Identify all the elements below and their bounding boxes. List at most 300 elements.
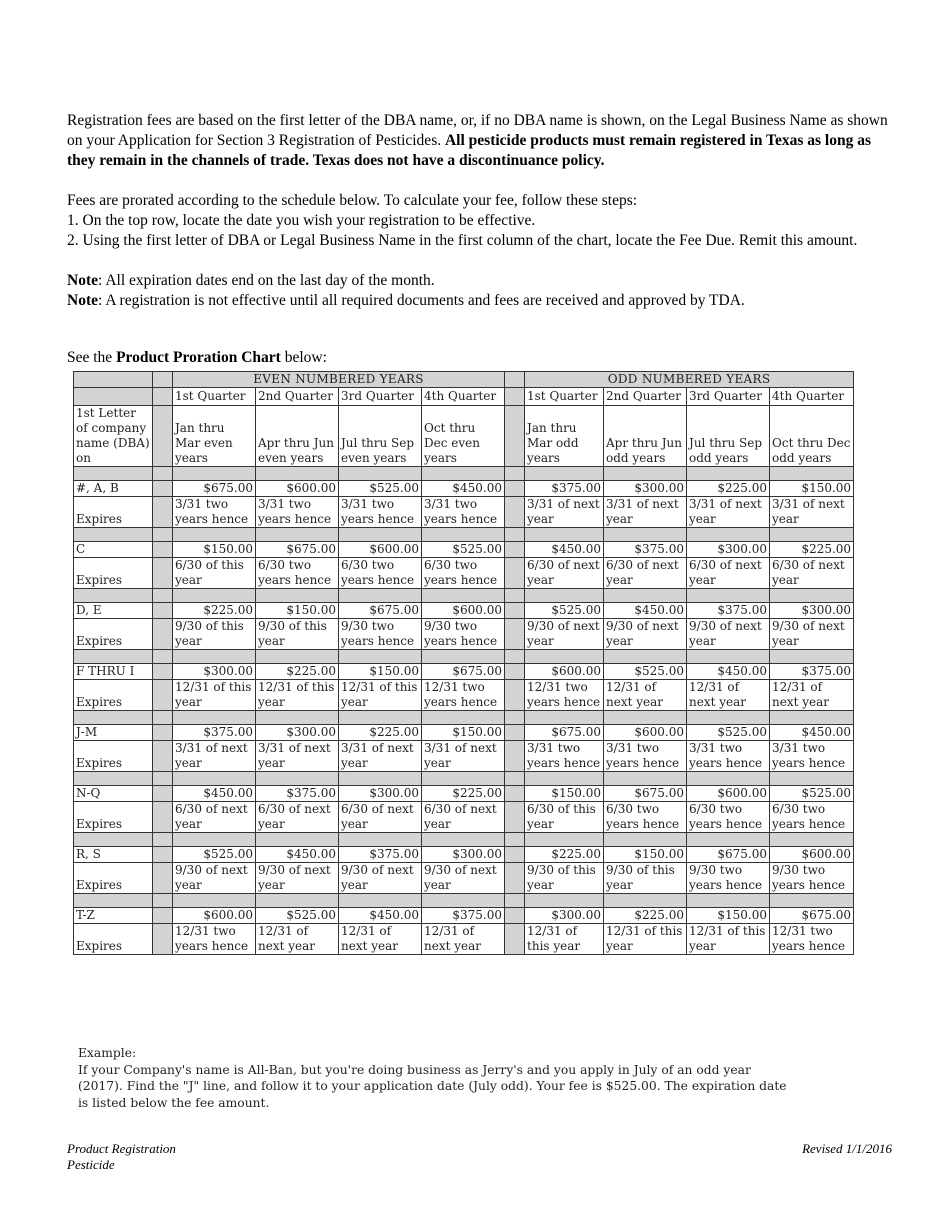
blank-cell	[525, 467, 604, 481]
fee-cell: $225.00	[604, 908, 687, 924]
expires-cell: 12/31 of next year	[422, 924, 505, 955]
fee-cell: $450.00	[525, 542, 604, 558]
expires-cell: 12/31 of next year	[339, 924, 422, 955]
fee-row	[74, 664, 854, 680]
expires-cell: 12/31 two years hence	[173, 924, 256, 955]
blank-cell	[74, 772, 153, 786]
expires-cell: 3/31 two years hence	[687, 741, 770, 772]
expires-cell: 6/30 of next year	[687, 558, 770, 589]
blank-cell	[74, 388, 153, 406]
fee-cell: $300.00	[525, 908, 604, 924]
period-header-row	[74, 406, 854, 467]
fee-cell: $225.00	[256, 664, 339, 680]
blank-cell	[422, 772, 505, 786]
expires-cell: 12/31 of this year	[173, 680, 256, 711]
expires-cell: 9/30 two years hence	[770, 863, 854, 894]
blank-cell	[525, 772, 604, 786]
blank-cell	[505, 528, 525, 542]
fee-cell: $225.00	[687, 481, 770, 497]
blank-cell	[153, 711, 173, 725]
blank-cell	[770, 894, 854, 908]
fee-cell: $375.00	[604, 542, 687, 558]
expires-cell: 3/31 of next year	[525, 497, 604, 528]
period-header: Oct thru Dec even years	[422, 406, 505, 467]
expires-cell: 12/31 of next year	[256, 924, 339, 955]
fee-cell: $300.00	[604, 481, 687, 497]
fee-row	[74, 542, 854, 558]
step-1: 1. On the top row, locate the date you wish your registration to be effective.	[67, 212, 536, 229]
expires-cell: 12/31 of this year	[604, 924, 687, 955]
fee-cell: $300.00	[173, 664, 256, 680]
fee-row	[74, 481, 854, 497]
blank-cell	[256, 650, 339, 664]
fee-cell: $375.00	[339, 847, 422, 863]
expires-cell: 6/30 two years hence	[256, 558, 339, 589]
example-label: Example:	[78, 1046, 137, 1060]
expires-cell: 6/30 of next year	[173, 802, 256, 833]
note-1: Note: All expiration dates end on the last day of the month.	[67, 272, 435, 289]
blank-cell	[505, 481, 525, 497]
expires-cell: 6/30 of this year	[525, 802, 604, 833]
blank-cell	[153, 802, 173, 833]
blank-cell	[173, 772, 256, 786]
fee-cell: $375.00	[173, 725, 256, 741]
blank-cell	[505, 680, 525, 711]
expires-cell: 3/31 two years hence	[525, 741, 604, 772]
fee-cell: $450.00	[422, 481, 505, 497]
blank-cell	[153, 619, 173, 650]
expires-cell: 3/31 of next year	[339, 741, 422, 772]
blank-cell	[256, 528, 339, 542]
blank-cell	[339, 467, 422, 481]
expires-cell: 12/31 of this year	[525, 924, 604, 955]
blank-cell	[770, 589, 854, 603]
blank-cell	[339, 711, 422, 725]
blank-cell	[505, 467, 525, 481]
fee-cell: $675.00	[525, 725, 604, 741]
expires-cell: 6/30 two years hence	[339, 558, 422, 589]
fee-cell: $225.00	[339, 725, 422, 741]
blank-cell	[525, 711, 604, 725]
expires-cell: 9/30 of this year	[525, 863, 604, 894]
blank-cell	[687, 772, 770, 786]
fee-cell: $675.00	[687, 847, 770, 863]
blank-cell	[604, 589, 687, 603]
blank-cell	[339, 894, 422, 908]
blank-cell	[173, 589, 256, 603]
expires-cell: 3/31 of next year	[770, 497, 854, 528]
blank-cell	[505, 619, 525, 650]
fee-cell: $375.00	[422, 908, 505, 924]
blank-cell	[153, 467, 173, 481]
fee-cell: $600.00	[422, 603, 505, 619]
blank-cell	[422, 467, 505, 481]
quarter-header: 3rd Quarter	[339, 388, 422, 406]
blank-cell	[74, 589, 153, 603]
example-box	[78, 1045, 798, 1111]
fee-cell: $600.00	[256, 481, 339, 497]
blank-cell	[153, 497, 173, 528]
blank-cell	[153, 786, 173, 802]
fee-cell: $600.00	[339, 542, 422, 558]
expires-cell: 12/31 two years hence	[422, 680, 505, 711]
expires-row	[74, 558, 854, 589]
blank-cell	[687, 467, 770, 481]
blank-cell	[74, 650, 153, 664]
blank-cell	[153, 725, 173, 741]
blank-cell	[74, 711, 153, 725]
expires-cell: 9/30 of this year	[173, 619, 256, 650]
blank-cell	[505, 894, 525, 908]
expires-cell: 9/30 two years hence	[687, 863, 770, 894]
blank-cell	[525, 589, 604, 603]
note-2: Note: A registration is not effective until all required documents and fees are received and approved by TDA.	[67, 292, 745, 309]
blank-cell	[525, 650, 604, 664]
expires-cell: 6/30 of next year	[604, 558, 687, 589]
blank-cell	[505, 802, 525, 833]
fee-cell: $150.00	[604, 847, 687, 863]
blank-cell	[173, 650, 256, 664]
blank-cell	[505, 924, 525, 955]
blank-cell	[604, 467, 687, 481]
blank-cell	[505, 725, 525, 741]
period-header: Apr thru Jun odd years	[604, 406, 687, 467]
fee-row	[74, 786, 854, 802]
footer-product-registration: Product Registration	[67, 1141, 176, 1156]
period-header: Apr thru Jun even years	[256, 406, 339, 467]
period-header: Oct thru Dec odd years	[770, 406, 854, 467]
blank-cell	[422, 589, 505, 603]
expires-label: Expires	[74, 558, 153, 589]
blank-cell	[153, 603, 173, 619]
expires-cell: 3/31 two years hence	[339, 497, 422, 528]
blank-cell	[770, 711, 854, 725]
fee-cell: $675.00	[422, 664, 505, 680]
blank-cell	[422, 833, 505, 847]
blank-cell	[173, 467, 256, 481]
blank-cell	[604, 772, 687, 786]
expires-cell: 3/31 two years hence	[422, 497, 505, 528]
fee-cell: $525.00	[604, 664, 687, 680]
expires-cell: 6/30 of next year	[525, 558, 604, 589]
blank-cell	[525, 833, 604, 847]
note-label: Note	[67, 272, 98, 289]
fee-cell: $225.00	[525, 847, 604, 863]
intro-paragraph	[67, 111, 897, 171]
separator-row	[74, 711, 854, 725]
blank-cell	[173, 894, 256, 908]
odd-years-header: ODD NUMBERED YEARS	[525, 372, 854, 388]
expires-cell: 6/30 of next year	[256, 802, 339, 833]
step-2: 2. Using the first letter of DBA or Legal Business Name in the first column of the chart, locate the Fee Due. Remit this amount.	[67, 232, 858, 249]
footer-revised: Revised 1/1/2016	[802, 1141, 892, 1156]
fee-cell: $525.00	[422, 542, 505, 558]
blank-cell	[153, 924, 173, 955]
expires-cell: 9/30 of next year	[604, 619, 687, 650]
blank-cell	[604, 528, 687, 542]
blank-cell	[770, 772, 854, 786]
blank-cell	[525, 528, 604, 542]
footer-left	[67, 1141, 176, 1173]
separator-row	[74, 528, 854, 542]
blank-cell	[339, 772, 422, 786]
quarter-header: 1st Quarter	[173, 388, 256, 406]
expires-label: Expires	[74, 863, 153, 894]
fee-cell: $450.00	[173, 786, 256, 802]
blank-cell	[256, 894, 339, 908]
blank-cell	[604, 650, 687, 664]
expires-cell: 6/30 two years hence	[687, 802, 770, 833]
fee-cell: $450.00	[339, 908, 422, 924]
expires-row	[74, 497, 854, 528]
blank-cell	[173, 528, 256, 542]
separator-row	[74, 894, 854, 908]
expires-cell: 9/30 two years hence	[422, 619, 505, 650]
blank-cell	[153, 481, 173, 497]
fee-cell: $525.00	[339, 481, 422, 497]
expires-label: Expires	[74, 741, 153, 772]
blank-cell	[256, 711, 339, 725]
blank-cell	[153, 680, 173, 711]
fee-cell: $300.00	[256, 725, 339, 741]
blank-cell	[173, 833, 256, 847]
expires-label: Expires	[74, 924, 153, 955]
blank-cell	[339, 833, 422, 847]
expires-cell: 6/30 two years hence	[770, 802, 854, 833]
blank-cell	[505, 589, 525, 603]
blank-cell	[339, 650, 422, 664]
expires-cell: 3/31 two years hence	[604, 741, 687, 772]
blank-cell	[256, 589, 339, 603]
letter-group-label: C	[74, 542, 153, 558]
fee-cell: $150.00	[525, 786, 604, 802]
blank-cell	[153, 589, 173, 603]
blank-cell	[153, 542, 173, 558]
blank-cell	[422, 650, 505, 664]
blank-cell	[422, 894, 505, 908]
fee-cell: $675.00	[256, 542, 339, 558]
expires-cell: 3/31 two years hence	[770, 741, 854, 772]
fee-cell: $450.00	[256, 847, 339, 863]
blank-cell	[505, 908, 525, 924]
blank-cell	[153, 863, 173, 894]
blank-cell	[339, 589, 422, 603]
footer-pesticide: Pesticide	[67, 1157, 115, 1172]
blank-cell	[153, 558, 173, 589]
expires-cell: 12/31 of next year	[770, 680, 854, 711]
letter-group-label: J-M	[74, 725, 153, 741]
quarter-header: 3rd Quarter	[687, 388, 770, 406]
blank-cell	[256, 467, 339, 481]
expires-label: Expires	[74, 497, 153, 528]
intro-text	[67, 111, 897, 311]
blank-cell	[74, 894, 153, 908]
fee-cell: $150.00	[256, 603, 339, 619]
letter-group-label: N-Q	[74, 786, 153, 802]
expires-cell: 3/31 of next year	[256, 741, 339, 772]
fee-cell: $525.00	[256, 908, 339, 924]
period-header: Jul thru Sep odd years	[687, 406, 770, 467]
blank-cell	[505, 772, 525, 786]
blank-cell	[505, 711, 525, 725]
fee-cell: $150.00	[770, 481, 854, 497]
expires-label: Expires	[74, 619, 153, 650]
blank-cell	[505, 497, 525, 528]
fee-cell: $600.00	[770, 847, 854, 863]
fee-cell: $150.00	[173, 542, 256, 558]
fee-cell: $675.00	[604, 786, 687, 802]
expires-row	[74, 680, 854, 711]
letter-group-label: R, S	[74, 847, 153, 863]
fee-cell: $675.00	[770, 908, 854, 924]
expires-row	[74, 619, 854, 650]
expires-row	[74, 741, 854, 772]
blank-cell	[505, 603, 525, 619]
blank-cell	[604, 711, 687, 725]
steps-intro: Fees are prorated according to the schedule below. To calculate your fee, follow these steps:	[67, 192, 638, 209]
expires-cell: 3/31 two years hence	[256, 497, 339, 528]
blank-cell	[153, 664, 173, 680]
blank-cell	[153, 908, 173, 924]
fee-cell: $225.00	[422, 786, 505, 802]
quarter-header: 1st Quarter	[525, 388, 604, 406]
expires-cell: 6/30 of next year	[339, 802, 422, 833]
blank-cell	[505, 741, 525, 772]
fee-cell: $525.00	[687, 725, 770, 741]
separator-row	[74, 589, 854, 603]
blank-cell	[604, 894, 687, 908]
fee-cell: $600.00	[604, 725, 687, 741]
quarter-header: 2nd Quarter	[256, 388, 339, 406]
fee-cell: $150.00	[687, 908, 770, 924]
blank-cell	[505, 847, 525, 863]
fee-cell: $600.00	[687, 786, 770, 802]
fee-cell: $525.00	[770, 786, 854, 802]
expires-cell: 3/31 two years hence	[173, 497, 256, 528]
fee-cell: $300.00	[770, 603, 854, 619]
fee-cell: $375.00	[256, 786, 339, 802]
expires-cell: 9/30 of next year	[525, 619, 604, 650]
blank-cell	[153, 388, 173, 406]
fee-cell: $375.00	[687, 603, 770, 619]
expires-cell: 9/30 of this year	[256, 619, 339, 650]
fee-cell: $150.00	[339, 664, 422, 680]
fee-cell: $675.00	[339, 603, 422, 619]
fee-cell: $525.00	[525, 603, 604, 619]
blank-cell	[505, 542, 525, 558]
expires-cell: 12/31 of this year	[687, 924, 770, 955]
blank-cell	[505, 558, 525, 589]
fee-cell: $525.00	[173, 847, 256, 863]
fee-row	[74, 908, 854, 924]
blank-cell	[173, 711, 256, 725]
example-text: If your Company's name is All-Ban, but you're doing business as Jerry's and you apply in July of an odd year (2017). Find the "J" line, and follow it to your application date (July odd). Your fee is $525.00. The expiration date is listed below the fee amount.	[78, 1062, 787, 1110]
blank-cell	[153, 406, 173, 467]
blank-cell	[74, 833, 153, 847]
expires-cell: 9/30 of next year	[173, 863, 256, 894]
blank-cell	[770, 833, 854, 847]
expires-cell: 9/30 two years hence	[339, 619, 422, 650]
blank-cell	[687, 894, 770, 908]
expires-cell: 12/31 of next year	[604, 680, 687, 711]
expires-cell: 12/31 of this year	[256, 680, 339, 711]
blank-cell	[422, 711, 505, 725]
blank-cell	[74, 467, 153, 481]
expires-cell: 9/30 of next year	[422, 863, 505, 894]
blank-cell	[422, 528, 505, 542]
blank-cell	[770, 650, 854, 664]
expires-cell: 9/30 of next year	[256, 863, 339, 894]
expires-label: Expires	[74, 802, 153, 833]
separator-row	[74, 650, 854, 664]
fee-cell: $675.00	[173, 481, 256, 497]
blank-cell	[505, 388, 525, 406]
expires-cell: 12/31 of this year	[339, 680, 422, 711]
letter-group-label: F THRU I	[74, 664, 153, 680]
expires-cell: 6/30 of next year	[770, 558, 854, 589]
separator-row	[74, 467, 854, 481]
blank-cell	[604, 833, 687, 847]
fee-row	[74, 603, 854, 619]
blank-cell	[339, 528, 422, 542]
letter-group-label: T-Z	[74, 908, 153, 924]
blank-cell	[770, 467, 854, 481]
chart-name: Product Proration Chart	[116, 349, 281, 366]
blank-cell	[505, 664, 525, 680]
blank-cell	[505, 786, 525, 802]
intro-plain: Registration fees are based on the first letter of the DBA name, or, if no DBA name is shown, on the Legal Business Name as shown on your Application for Section 3 Registration of Pesticides.	[67, 112, 888, 149]
expires-cell: 9/30 of this year	[604, 863, 687, 894]
blank-cell	[770, 528, 854, 542]
product-proration-chart	[73, 371, 854, 955]
expires-cell: 3/31 of next year	[173, 741, 256, 772]
fee-cell: $375.00	[770, 664, 854, 680]
period-header: Jan thru Mar odd years	[525, 406, 604, 467]
fee-cell: $375.00	[525, 481, 604, 497]
fee-cell: $450.00	[770, 725, 854, 741]
expires-cell: 6/30 two years hence	[604, 802, 687, 833]
blank-cell	[687, 833, 770, 847]
even-years-header: EVEN NUMBERED YEARS	[173, 372, 505, 388]
expires-label: Expires	[74, 680, 153, 711]
fee-cell: $600.00	[525, 664, 604, 680]
expires-cell: 9/30 of next year	[770, 619, 854, 650]
separator-row	[74, 833, 854, 847]
blank-cell	[153, 741, 173, 772]
expires-cell: 9/30 of next year	[687, 619, 770, 650]
blank-cell	[687, 711, 770, 725]
blank-cell	[505, 406, 525, 467]
period-header: Jul thru Sep even years	[339, 406, 422, 467]
expires-row	[74, 924, 854, 955]
blank-cell	[153, 894, 173, 908]
expires-cell: 3/31 of next year	[604, 497, 687, 528]
first-letter-header: 1st Letter of company name (DBA) on	[74, 406, 153, 467]
blank-cell	[687, 650, 770, 664]
fee-cell: $300.00	[687, 542, 770, 558]
blank-cell	[74, 528, 153, 542]
fee-row	[74, 725, 854, 741]
fee-cell: $300.00	[339, 786, 422, 802]
separator-row	[74, 772, 854, 786]
fee-row	[74, 847, 854, 863]
see-chart-line: See the Product Proration Chart below:	[67, 349, 327, 366]
note-label: Note	[67, 292, 98, 309]
blank-cell	[505, 833, 525, 847]
fee-cell: $450.00	[604, 603, 687, 619]
fee-cell: $300.00	[422, 847, 505, 863]
fee-cell: $150.00	[422, 725, 505, 741]
